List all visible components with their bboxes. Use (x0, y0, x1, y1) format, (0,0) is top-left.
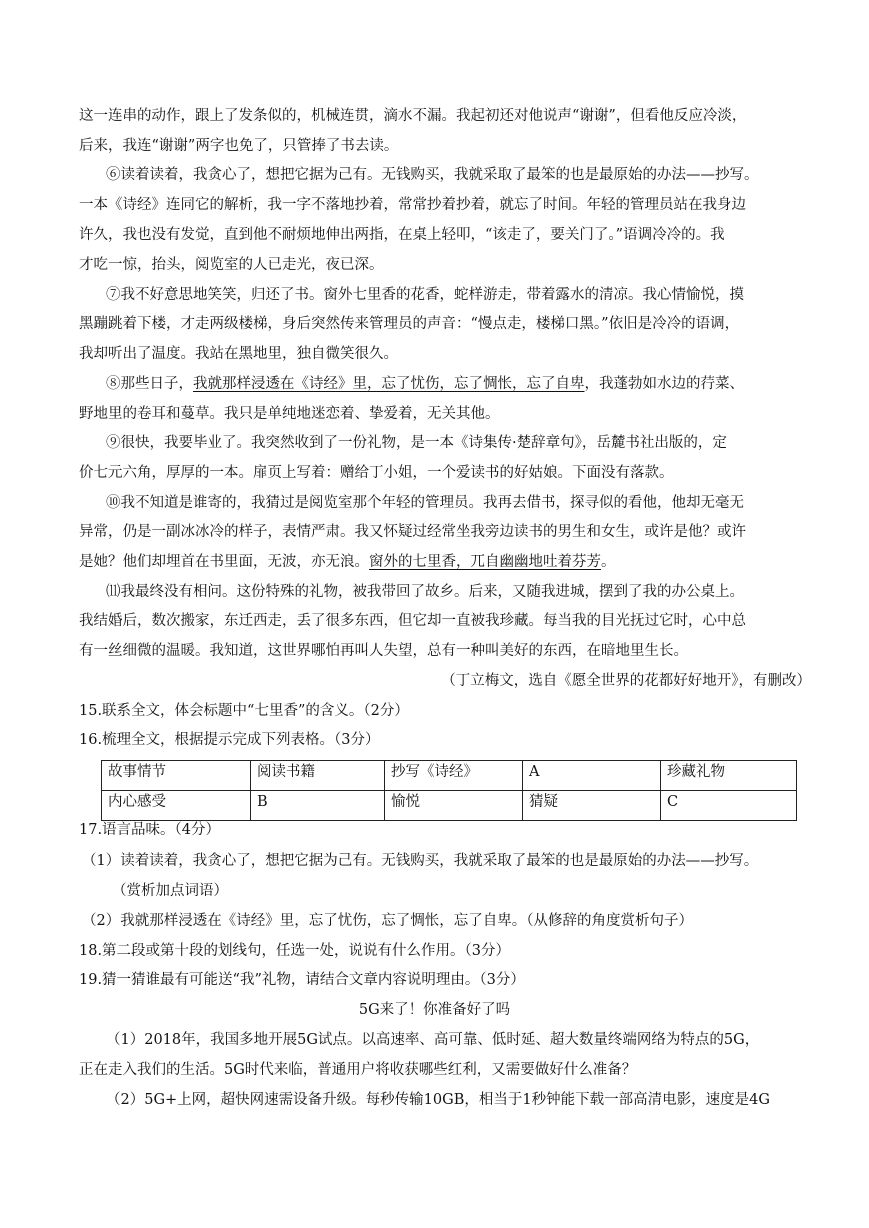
paragraph-11-line: ⑾我最终没有相问。这份特殊的礼物，被我带回了故乡。后来，又随我进城，摆到了我的办公桌上。 (106, 584, 744, 600)
table-cell: 阅读书籍 (251, 761, 385, 791)
paragraph-10-text: 是她？他们却埋首在书里面，无波，亦无浪。 (79, 554, 369, 570)
source-citation: （丁立梅文，选自《愿全世界的花都好好地开》，有删改） (441, 673, 811, 689)
underlined-sentence: 我就那样浸透在《诗经》里，忘了忧伤，忘了惆怅，忘了自卑 (193, 376, 585, 392)
paragraph-11-line: 有一丝细微的温暖。我知道，这世界哪怕再叫人失望，总有一种叫美好的东西，在暗地里生长。 (79, 643, 688, 659)
paragraph-10-line (79, 552, 795, 572)
paragraph-8-text: ，我蓬勃如水边的荇菜、 (584, 376, 744, 392)
paragraph-7-line: ⑦我不好意思地笑笑，归还了书。窗外七里香的花香，蛇样游走，带着露水的清凉。我心情愉悦，摸 (106, 287, 744, 303)
paragraph-7-line: 我却听出了温度。我站在黑地里，独自微笑很久。 (79, 346, 398, 362)
table-cell: B (251, 791, 385, 821)
question-17-part-1-hint: （赏析加点词语） (112, 883, 228, 899)
paragraph-7-line: 黑蹦跳着下楼，才走两级楼梯，身后突然传来管理员的声音：“慢点走，楼梯口黑。”依旧是冷冷的语调， (79, 316, 740, 332)
table-cell: A (523, 761, 661, 791)
paragraph-8-line: 野地里的卷耳和蔓草。我只是单纯地迷恋着、挚爱着，无关其他。 (79, 406, 500, 422)
table-row (102, 761, 797, 791)
question-18: 18.第二段或第十段的划线句，任选一处，说说有什么作用。（3分） (79, 943, 511, 959)
table-cell: 故事情节 (102, 761, 251, 791)
paragraph-8-line (106, 374, 796, 394)
paragraph-8-text: ⑧那些日子， (106, 376, 193, 392)
table-cell: 愉悦 (385, 791, 523, 821)
table-row (102, 791, 797, 821)
question-17-part-2: （2）我就那样浸透在《诗经》里，忘了忧伤，忘了惆怅，忘了自卑。（从修辞的角度赏析句子） (82, 913, 693, 929)
table-cell: 抄写《诗经》 (385, 761, 523, 791)
paragraph-11-line: 我结婚后，数次搬家，东迁西走，丢了很多东西，但它却一直被我珍藏。每当我的目光抚过它时，心中总 (79, 613, 746, 629)
paragraph-6-line: ⑥读着读着，我贪心了，想把它据为己有。无钱购买，我就采取了最笨的也是最原始的办法——抄写。 (106, 167, 759, 183)
paragraph-9-line: 价七元六角，厚厚的一本。扉页上写着：赠给丁小姐，一个爱读书的好姑娘。下面没有落款。 (79, 465, 674, 481)
question-17-part-1: （1）读着读着，我贪心了，想把它据为己有。无钱购买，我就采取了最笨的也是最原始的办法——抄写。 (82, 853, 759, 869)
paragraph-10-line: 异常，仍是一副冰冰冷的样子，表情严肃。我又怀疑过经常坐我旁边读书的男生和女生，或许是他？或许 (79, 524, 746, 540)
passage-line: 后来，我连“谢谢”两字也免了，只管捧了书去读。 (79, 138, 399, 154)
paragraph-10-text: 。 (601, 554, 616, 570)
question-16: 16.梳理全文，根据提示完成下列表格。（3分） (79, 732, 380, 748)
question-19: 19.猜一猜谁最有可能送“我”礼物，请结合文章内容说明理由。（3分） (79, 972, 525, 988)
next-passage-line: （1）2018年，我国多地开展5G试点。以高速率、高可靠、低时延、超大数量终端网络为特点的5G， (106, 1032, 760, 1048)
next-passage-title: 5G来了！你准备好了吗 (358, 1002, 511, 1018)
question-17: 17.语言品味。（4分） (79, 822, 221, 838)
question-15: 15.联系全文，体会标题中“七里香”的含义。（2分） (79, 703, 409, 719)
paragraph-9-line: ⑨很快，我要毕业了。我突然收到了一份礼物，是一本《诗集传·楚辞章句》，岳麓书社出版的，定 (106, 435, 727, 451)
paragraph-10-line: ⑩我不知道是谁寄的，我猜过是阅览室那个年轻的管理员。我再去借书，探寻似的看他，他却无毫无 (106, 495, 744, 511)
paragraph-6-line: 才吃一惊，抬头，阅览室的人已走光，夜已深。 (79, 257, 384, 273)
table-cell: 猜疑 (523, 791, 661, 821)
plot-table (101, 760, 797, 821)
underlined-sentence: 窗外的七里香，兀自幽幽地吐着芬芳 (369, 554, 601, 570)
next-passage-line: 正在走入我们的生活。5G时代来临，普通用户将收获哪些红利，又需要做好什么准备？ (79, 1062, 637, 1078)
next-passage-line: （2）5G+上网，超快网速需设备升级。每秒传输10GB，相当于1秒钟能下载一部高清电影，速度是4G (106, 1092, 770, 1108)
table-cell: 内心感受 (102, 791, 251, 821)
table-cell: C (661, 791, 797, 821)
paragraph-6-line: 一本《诗经》连同它的解析，我一字不落地抄着，常常抄着抄着，就忘了时间。年轻的管理员站在我身边 (79, 197, 746, 213)
paragraph-6-line: 许久，我也没有发觉，直到他不耐烦地伸出两指，在桌上轻叩，“该走了，要关门了。”语调冷冷的。我 (79, 227, 725, 243)
passage-line: 这一连串的动作，跟上了发条似的，机械连贯，滴水不漏。我起初还对他说声“谢谢”，但看他反应冷淡， (79, 108, 747, 124)
table-cell: 珍藏礼物 (661, 761, 797, 791)
